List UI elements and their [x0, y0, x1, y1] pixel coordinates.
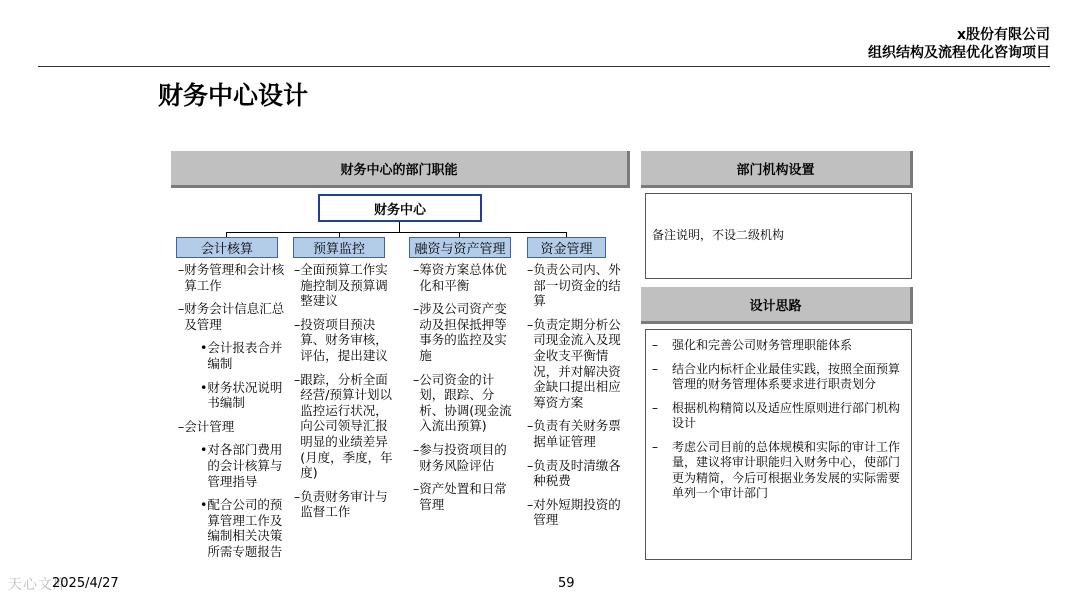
function-item — [413, 481, 513, 512]
design-idea-item — [652, 362, 901, 393]
org-connector-horizontal — [226, 232, 566, 233]
org-setup-note: 备注说明，不设二级机构 — [652, 228, 785, 242]
bullet-marker: • — [200, 497, 208, 513]
page-number: 59 — [558, 576, 575, 591]
dash-marker: – — [652, 338, 658, 352]
design-idea-item — [652, 401, 901, 432]
dept-functions-financing — [413, 262, 513, 520]
function-item — [413, 301, 513, 363]
function-text: 参与投资项目的财务风险评估 — [419, 441, 507, 473]
dash-marker: – — [294, 316, 301, 332]
function-item — [413, 372, 513, 434]
function-item — [178, 301, 286, 332]
function-item — [527, 418, 621, 449]
footer-date: 2025/4/27 — [52, 576, 119, 591]
function-text: 涉及公司资产变动及担保抵押等事务的监控及实施 — [419, 301, 507, 363]
design-idea-text: 强化和完善公司财务管理职能体系 — [672, 338, 853, 352]
function-text: 负责公司内、外部一切资金的结算 — [533, 262, 621, 309]
function-text: 财务会计信息汇总及管理 — [184, 301, 285, 332]
design-ideas-box — [645, 329, 912, 560]
function-subitem — [178, 340, 286, 371]
dept-box-funds: 资金管理 — [527, 237, 606, 258]
function-text: 全面预算工作实施控制及预算调整建议 — [300, 262, 388, 309]
org-setup-note-box — [645, 193, 912, 279]
dash-marker: – — [527, 457, 534, 473]
dash-marker: – — [178, 262, 185, 277]
function-text: 配合公司的预算管理工作及编制相关决策所需专题报告 — [207, 497, 283, 559]
function-item — [294, 489, 394, 520]
dash-marker: – — [178, 418, 185, 434]
design-idea-text: 考虑公司目前的总体规模和实际的审计工作量，建议将审计职能归入财务中心，使部门更为精简，今后可根据业务发展的实际需要单列一个审计部门 — [672, 439, 901, 500]
functions-banner: 财务中心的部门职能 — [171, 151, 630, 188]
dash-marker: – — [527, 496, 534, 512]
dept-box-financing: 融资与资产管理 — [409, 237, 511, 258]
dash-marker: – — [413, 262, 420, 277]
function-text: 资产处置和日常管理 — [419, 481, 507, 512]
dash-marker: – — [652, 400, 658, 415]
header-company-block — [868, 26, 1050, 62]
function-text: 会计管理 — [184, 418, 235, 434]
dash-marker: – — [413, 481, 420, 497]
function-item — [294, 262, 394, 309]
function-text: 负责及时清缴各种税费 — [533, 457, 621, 489]
design-ideas-banner: 设计思路 — [641, 287, 913, 324]
dash-marker: – — [652, 361, 658, 376]
watermark: 天心文库 — [8, 577, 68, 593]
dash-marker: – — [294, 262, 301, 277]
dept-functions-funds — [527, 262, 621, 536]
function-item — [178, 419, 286, 435]
function-text: 负责定期分析公司现金流入及现金收支平衡情况，并对解决资金缺口提出相应筹资方案 — [533, 316, 621, 410]
dash-marker: – — [527, 418, 534, 434]
dash-marker: – — [294, 488, 301, 504]
dept-functions-budget — [294, 262, 394, 528]
page-title: 财务中心设计 — [158, 81, 309, 110]
function-text: 对外短期投资的管理 — [533, 496, 621, 528]
function-subitem — [178, 380, 286, 411]
function-item — [527, 317, 621, 411]
bullet-marker: • — [200, 379, 208, 395]
function-text: 财务管理和会计核算工作 — [184, 262, 285, 293]
dept-box-accounting: 会计核算 — [176, 237, 278, 258]
dash-marker: – — [178, 301, 185, 317]
design-idea-text: 根据机构精简以及适应性原则进行部门机构设计 — [672, 400, 901, 430]
function-text: 公司资金的计划，跟踪、分析、协调(现金流入流出预算) — [419, 371, 512, 434]
function-item — [294, 372, 394, 481]
header-divider — [38, 66, 1050, 67]
org-connector-vertical — [399, 222, 400, 232]
dept-functions-accounting — [178, 262, 286, 568]
function-text: 筹资方案总体优化和平衡 — [419, 262, 507, 293]
function-text: 负责财务审计与监督工作 — [300, 488, 388, 520]
function-item — [178, 262, 286, 293]
function-text: 对各部门费用的会计核算与管理指导 — [207, 442, 283, 489]
bullet-marker: • — [200, 442, 208, 458]
function-text: 跟踪，分析全面经营/预算计划以监控运行状况，向公司领导汇报明显的业绩差异(月度，季度，年度) — [300, 371, 393, 481]
function-text: 会计报表合并编制 — [207, 340, 283, 371]
org-root-box: 财务中心 — [318, 194, 482, 222]
function-item — [527, 262, 621, 309]
dash-marker: – — [294, 371, 301, 387]
company-name: x股份有限公司 — [956, 27, 1050, 43]
function-item — [413, 262, 513, 293]
function-item — [413, 442, 513, 473]
function-text: 财务状况说明书编制 — [207, 379, 283, 411]
design-idea-item — [652, 338, 901, 354]
bullet-marker: • — [200, 340, 208, 356]
dash-marker: – — [527, 262, 534, 277]
function-subitem — [178, 497, 286, 559]
function-text: 投资项目预决算、财务审核，评估，提出建议 — [300, 316, 388, 363]
function-item — [294, 317, 394, 364]
design-idea-item — [652, 440, 901, 502]
function-text: 负责有关财务票据单证管理 — [533, 418, 621, 449]
dash-marker: – — [652, 439, 658, 454]
dash-marker: – — [413, 371, 420, 387]
dash-marker: – — [527, 316, 534, 332]
design-idea-text: 结合业内标杆企业最佳实践，按照全面预算管理的财务管理体系要求进行职责划分 — [672, 361, 901, 391]
function-item — [527, 458, 621, 489]
org-setup-banner: 部门机构设置 — [641, 151, 913, 188]
dash-marker: – — [413, 441, 420, 457]
dept-box-budget: 预算监控 — [293, 237, 385, 258]
function-subitem — [178, 442, 286, 489]
project-name: 组织结构及流程优化咨询项目 — [868, 45, 1050, 61]
function-item — [527, 497, 621, 528]
dash-marker: – — [413, 301, 420, 317]
